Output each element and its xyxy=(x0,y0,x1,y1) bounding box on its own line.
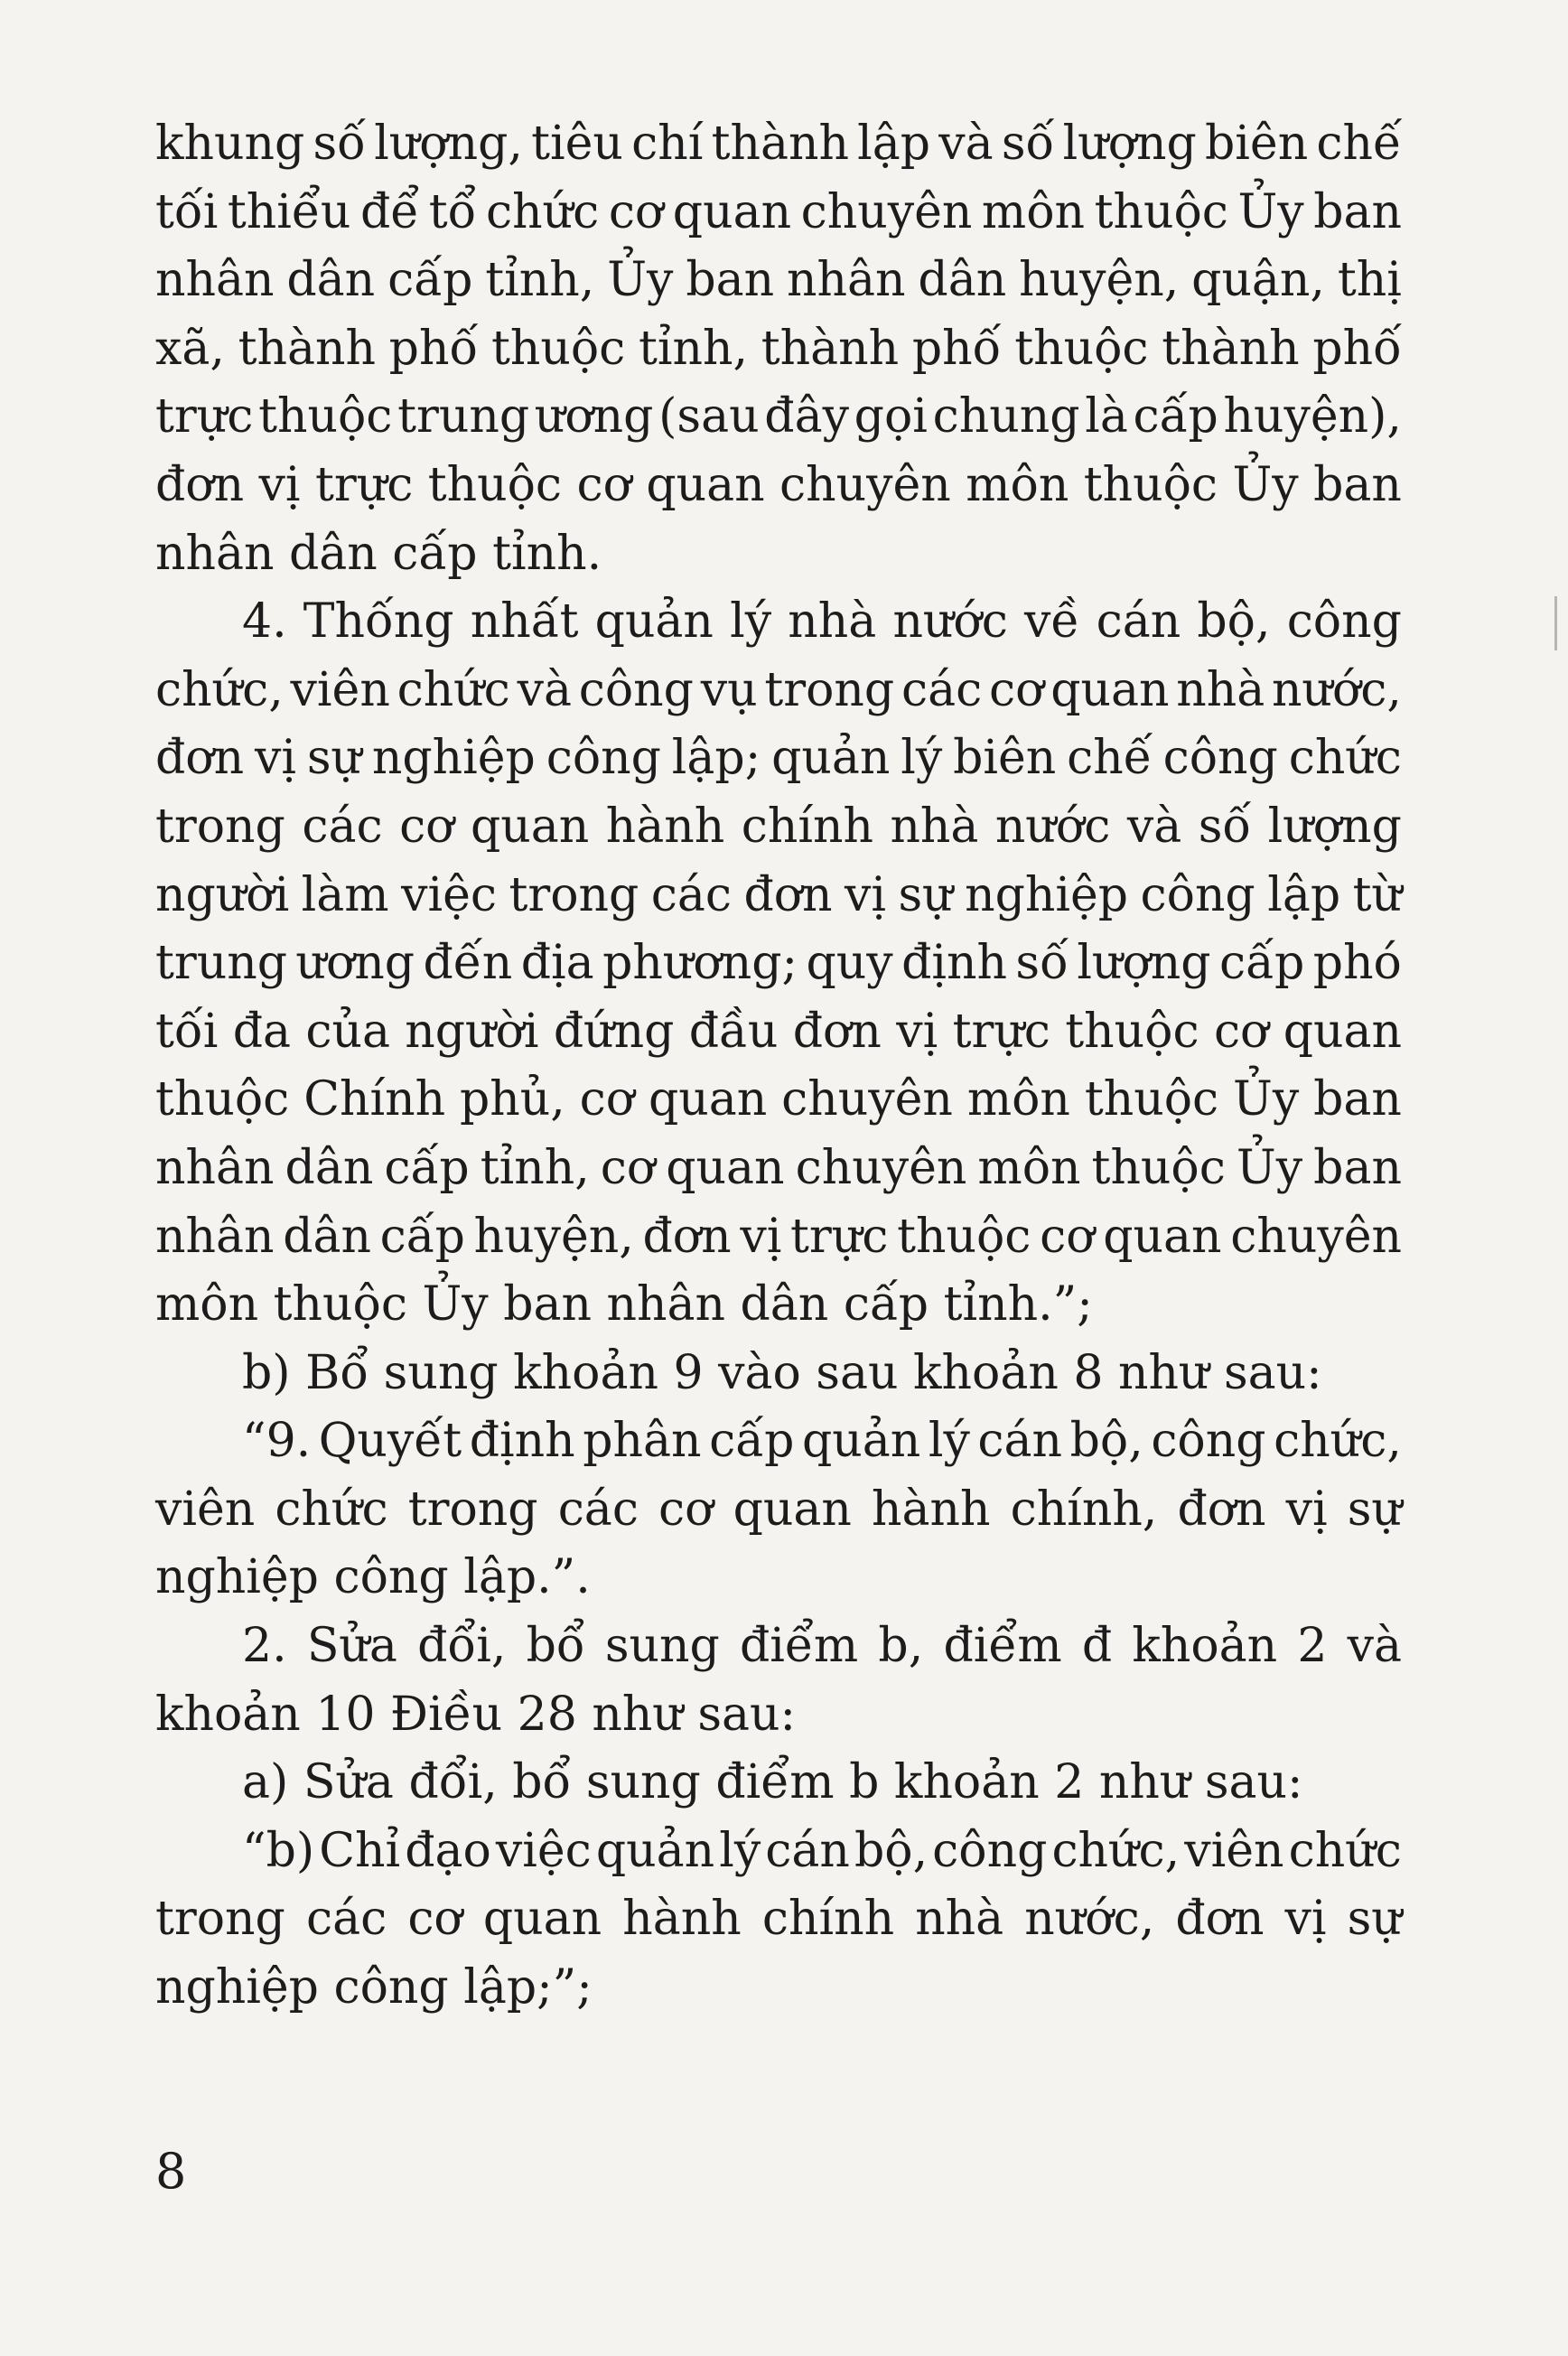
word: chức xyxy=(486,184,600,239)
word: chế xyxy=(1067,731,1153,786)
word: phương; xyxy=(602,936,798,991)
word: trực xyxy=(314,457,414,512)
word: từ xyxy=(1352,867,1402,922)
word: Ủy xyxy=(1232,457,1299,512)
word: lượng xyxy=(1062,117,1197,171)
word: tối xyxy=(155,184,219,239)
word: lập xyxy=(857,117,931,171)
word: tỉnh, xyxy=(639,321,749,376)
line-text: khoản 10 Điều 28 như sau: xyxy=(155,1687,797,1742)
word: ương xyxy=(295,936,415,991)
word: đơn xyxy=(155,457,245,512)
text-line xyxy=(155,315,1402,384)
word: cấp xyxy=(709,1414,795,1469)
word: làm xyxy=(301,867,389,922)
word: quan xyxy=(672,184,792,239)
word: quản xyxy=(594,594,714,650)
word: đơn xyxy=(642,1209,732,1264)
word: hành xyxy=(622,1892,742,1947)
word: sự xyxy=(1347,1482,1402,1537)
word: thành xyxy=(711,117,849,171)
word: chuyên xyxy=(1230,1209,1402,1264)
word: nhà xyxy=(1176,662,1265,717)
word: huyện, xyxy=(1019,253,1180,308)
word: Chỉ xyxy=(319,1823,401,1878)
text-line xyxy=(155,1954,1402,2023)
word: sự xyxy=(898,867,953,922)
word: ban xyxy=(1313,1072,1402,1127)
word: sự xyxy=(306,731,362,786)
word: chức, xyxy=(1274,1414,1402,1469)
word: “b) xyxy=(242,1823,315,1878)
word: địa xyxy=(520,936,594,991)
word: vị xyxy=(254,731,296,786)
word: nước, xyxy=(1271,662,1402,717)
word: vị xyxy=(740,1209,782,1264)
text-line xyxy=(155,1544,1402,1613)
word: hành xyxy=(871,1482,991,1537)
word: đa xyxy=(232,1004,291,1059)
word: trực xyxy=(952,1004,1050,1059)
word: trực xyxy=(155,389,254,444)
word: các xyxy=(557,1482,639,1537)
word: 2 xyxy=(1297,1619,1328,1674)
word: chính xyxy=(741,799,873,854)
word: phó xyxy=(1312,936,1402,991)
word: Sửa xyxy=(306,1619,397,1674)
word: quan xyxy=(1050,662,1170,717)
word: quan xyxy=(733,1482,852,1537)
text-line xyxy=(155,1681,1402,1750)
word: thành xyxy=(1162,321,1300,376)
word: cấp xyxy=(1219,936,1305,991)
word: biên xyxy=(1205,117,1309,171)
word: nhân xyxy=(155,253,275,308)
word: chung xyxy=(932,389,1080,444)
word: lượng xyxy=(1267,799,1402,854)
word: chức xyxy=(1288,731,1402,786)
word: số xyxy=(1015,936,1069,991)
word: vị xyxy=(896,1004,938,1059)
word: công xyxy=(546,731,661,786)
word: chức, xyxy=(155,662,284,717)
word: Chính xyxy=(303,1072,446,1127)
word: định xyxy=(469,1414,575,1469)
word: phố xyxy=(911,321,1002,376)
line-text: nghiệp công lập;”; xyxy=(155,1960,593,2015)
word: vị xyxy=(258,457,301,512)
text-line xyxy=(155,1066,1402,1135)
word: viên xyxy=(290,662,390,717)
word: ương xyxy=(534,389,654,444)
word: công xyxy=(1140,867,1255,922)
word: dân xyxy=(918,253,1007,308)
word: chuyên xyxy=(795,1140,967,1195)
word: các xyxy=(901,662,983,717)
word: phố xyxy=(388,321,479,376)
text-line xyxy=(155,1885,1402,1954)
word: tỉnh, xyxy=(485,253,595,308)
word: cơ xyxy=(579,1072,635,1127)
word: chuyên xyxy=(779,457,951,512)
word: về xyxy=(1024,594,1080,650)
word: chính xyxy=(761,1892,895,1947)
word: trong xyxy=(764,662,895,717)
word: cán xyxy=(977,1414,1063,1469)
word: cơ xyxy=(600,1140,656,1195)
word: và xyxy=(1347,1619,1402,1674)
word: các xyxy=(305,1892,387,1947)
line-text: b) Bổ sung khoản 9 vào sau khoản 8 như sau: xyxy=(242,1345,1322,1400)
line-text: a) Sửa đổi, bổ sung điểm b khoản 2 như sau: xyxy=(242,1755,1303,1810)
word: đổi, xyxy=(417,1619,507,1674)
word: cơ xyxy=(576,457,631,512)
word: nước xyxy=(892,594,1008,650)
word: lập; xyxy=(671,731,761,786)
text-line xyxy=(155,1135,1402,1203)
word: là xyxy=(1085,389,1128,444)
word: Ủy xyxy=(1237,184,1304,239)
word: đơn xyxy=(743,867,833,922)
word: phủ, xyxy=(459,1072,565,1127)
word: huyện, xyxy=(473,1209,634,1264)
line-text: nhân dân cấp tỉnh. xyxy=(155,526,602,581)
word: lý xyxy=(928,1414,970,1469)
text-line xyxy=(155,793,1402,862)
word: quản xyxy=(595,1823,715,1878)
word: chính, xyxy=(1010,1482,1158,1537)
word: đơn xyxy=(155,731,245,786)
word: hành xyxy=(605,799,725,854)
word: chức xyxy=(1288,1823,1402,1878)
text-line xyxy=(155,1203,1402,1272)
word: số xyxy=(313,117,366,171)
text-line xyxy=(155,725,1402,793)
word: lý xyxy=(719,1823,761,1878)
word: quan xyxy=(482,1892,602,1947)
text-line xyxy=(155,179,1402,248)
word: viên xyxy=(155,1482,256,1537)
word: người xyxy=(155,867,290,922)
word: cơ xyxy=(658,1482,714,1537)
word: chế xyxy=(1316,117,1402,171)
word: ban xyxy=(1313,457,1402,512)
text-line xyxy=(155,247,1402,315)
text-line xyxy=(155,657,1402,725)
word: trong xyxy=(155,799,285,854)
word: nhà xyxy=(788,594,877,650)
word: thuộc xyxy=(1014,321,1149,376)
word: việc xyxy=(495,1823,592,1878)
word: viên xyxy=(1184,1823,1284,1878)
word: trung xyxy=(155,936,288,991)
word: cơ xyxy=(399,799,454,854)
word: và xyxy=(938,117,994,171)
word: công xyxy=(578,662,694,717)
word: quản xyxy=(771,731,891,786)
text-line xyxy=(155,1476,1402,1545)
word: thuộc xyxy=(897,1209,1031,1264)
word: phân xyxy=(583,1414,702,1469)
word: quy xyxy=(806,936,893,991)
word: bộ, xyxy=(1069,1414,1143,1469)
word: chuyên xyxy=(781,1072,953,1127)
word: vị xyxy=(1285,1482,1328,1537)
word: tỉnh, xyxy=(480,1140,590,1195)
word: đ xyxy=(1081,1619,1113,1674)
text-line xyxy=(155,930,1402,998)
word: lượng xyxy=(1077,936,1211,991)
word: cán xyxy=(1096,594,1181,650)
word: vị xyxy=(1284,1892,1327,1947)
word: quản xyxy=(801,1414,921,1469)
word: Quyết xyxy=(318,1414,462,1469)
word: đầu xyxy=(688,1004,779,1059)
text-line xyxy=(155,1271,1402,1340)
word: nước xyxy=(994,799,1111,854)
text-line xyxy=(155,862,1402,930)
word: Ủy xyxy=(1233,1072,1300,1127)
page-number: 8 xyxy=(155,2143,187,2200)
word: vị xyxy=(844,867,886,922)
word: các xyxy=(302,799,383,854)
word: nhất xyxy=(470,594,579,650)
word: định xyxy=(901,936,1007,991)
word: nhân xyxy=(155,1209,275,1264)
word: chuyên xyxy=(800,184,973,239)
word: nhà xyxy=(890,799,979,854)
word: sự xyxy=(1347,1892,1402,1947)
word: đến xyxy=(423,936,513,991)
word: Thống xyxy=(303,594,454,650)
word: và xyxy=(517,662,572,717)
word: quan xyxy=(1283,1004,1402,1059)
word: môn xyxy=(981,184,1086,239)
word: công xyxy=(1286,594,1402,650)
word: thị xyxy=(1337,253,1402,308)
text-line xyxy=(155,520,1402,589)
word: gọi xyxy=(854,389,928,444)
word: tiêu xyxy=(531,117,623,171)
word: số xyxy=(1001,117,1055,171)
word: thiểu xyxy=(227,184,351,239)
word: thuộc xyxy=(1083,457,1218,512)
word: thuộc xyxy=(490,321,626,376)
word: cấp xyxy=(384,1140,470,1195)
word: bổ xyxy=(526,1619,585,1674)
word: Ủy xyxy=(1236,1140,1303,1195)
word: đạo xyxy=(405,1823,491,1878)
line-text: môn thuộc Ủy ban nhân dân cấp tỉnh.”; xyxy=(155,1277,1093,1332)
text-line xyxy=(155,1407,1402,1476)
word: thuộc xyxy=(258,389,393,444)
word: để xyxy=(359,184,420,239)
word: thuộc xyxy=(427,457,563,512)
word: trong xyxy=(509,867,639,922)
word: các xyxy=(650,867,732,922)
word: thuộc xyxy=(1084,1072,1219,1127)
word: của xyxy=(305,1004,390,1059)
word: công xyxy=(932,1823,1048,1878)
word: thành xyxy=(238,321,376,376)
text-line xyxy=(155,110,1402,179)
text-line xyxy=(155,383,1402,452)
word: thuộc xyxy=(1094,184,1228,239)
word: chí xyxy=(631,117,704,171)
word: lý xyxy=(901,731,943,786)
word: khung xyxy=(155,117,305,171)
word: môn xyxy=(977,1140,1081,1195)
word: môn xyxy=(966,457,1069,512)
word: người xyxy=(405,1004,539,1059)
word: trực xyxy=(790,1209,889,1264)
word: đơn xyxy=(1175,1892,1265,1947)
word: môn xyxy=(966,1072,1070,1127)
word: nghiệp xyxy=(965,867,1129,922)
word: sung xyxy=(604,1619,720,1674)
word: xã, xyxy=(155,321,225,376)
edge-mark xyxy=(1554,596,1557,650)
word: biên xyxy=(953,731,1057,786)
word: điểm xyxy=(740,1619,859,1674)
word: cán xyxy=(765,1823,850,1878)
word: lập xyxy=(1267,867,1341,922)
word: 4. xyxy=(242,594,287,650)
word: chức, xyxy=(1051,1823,1181,1878)
text-line xyxy=(155,998,1402,1067)
word: ban xyxy=(1313,1140,1402,1195)
word: cấp xyxy=(387,253,473,308)
word: quan xyxy=(646,457,765,512)
word: Ủy xyxy=(607,253,674,308)
word: nhà xyxy=(915,1892,1004,1947)
word: và xyxy=(1126,799,1182,854)
word: chức xyxy=(397,662,510,717)
word: quận, xyxy=(1191,253,1325,308)
word: quan xyxy=(649,1072,768,1127)
word: nhân xyxy=(787,253,906,308)
word: nhân xyxy=(155,1140,275,1195)
text-line xyxy=(155,588,1402,657)
word: việc xyxy=(401,867,497,922)
word: huyện), xyxy=(1223,389,1402,444)
word: nước, xyxy=(1024,1892,1155,1947)
word: đơn xyxy=(792,1004,882,1059)
word: số xyxy=(1198,799,1252,854)
text-line xyxy=(155,452,1402,520)
word: trong xyxy=(155,1892,285,1947)
word: cấp xyxy=(379,1209,465,1264)
word: đây xyxy=(764,389,849,444)
word: thuộc xyxy=(1091,1140,1226,1195)
word: thuộc xyxy=(1065,1004,1199,1059)
word: cơ xyxy=(1213,1004,1269,1059)
word: cơ xyxy=(988,662,1044,717)
word: trong xyxy=(407,1482,538,1537)
word: bộ, xyxy=(1197,594,1271,650)
word: 2. xyxy=(242,1619,287,1674)
word: dân xyxy=(285,1140,374,1195)
text-line xyxy=(155,1749,1402,1818)
word: lý xyxy=(730,594,772,650)
word: bộ, xyxy=(854,1823,929,1878)
word: trung xyxy=(397,389,530,444)
word: cấp xyxy=(1133,389,1218,444)
word: phố xyxy=(1312,321,1402,376)
word: dân xyxy=(286,253,376,308)
word: ban xyxy=(1313,184,1402,239)
word: thuộc xyxy=(155,1072,290,1127)
word: điểm xyxy=(943,1619,1062,1674)
word: “9. xyxy=(242,1414,312,1469)
text-line xyxy=(155,1818,1402,1886)
word: cơ xyxy=(1040,1209,1095,1264)
word: vụ xyxy=(700,662,758,717)
word: đơn xyxy=(1177,1482,1266,1537)
word: quan xyxy=(666,1140,785,1195)
word: tối xyxy=(155,1004,219,1059)
word: dân xyxy=(283,1209,371,1264)
word: tổ xyxy=(428,184,477,239)
word: thành xyxy=(761,321,900,376)
word: cơ xyxy=(407,1892,462,1947)
word: công xyxy=(1162,731,1278,786)
word: ban xyxy=(686,253,775,308)
word: chức xyxy=(275,1482,388,1537)
word: đứng xyxy=(553,1004,675,1059)
word: công xyxy=(1151,1414,1266,1469)
word: cơ xyxy=(608,184,664,239)
text-line xyxy=(155,1613,1402,1681)
text-line xyxy=(155,1340,1402,1408)
word: quan xyxy=(470,799,590,854)
line-text: nghiệp công lập.”. xyxy=(155,1550,591,1605)
word: (sau xyxy=(658,389,760,444)
word: nghiệp xyxy=(371,731,536,786)
word: quan xyxy=(1103,1209,1222,1264)
word: lượng, xyxy=(374,117,523,171)
body-text xyxy=(155,110,1402,2023)
word: b, xyxy=(878,1619,924,1674)
word: khoản xyxy=(1132,1619,1278,1674)
